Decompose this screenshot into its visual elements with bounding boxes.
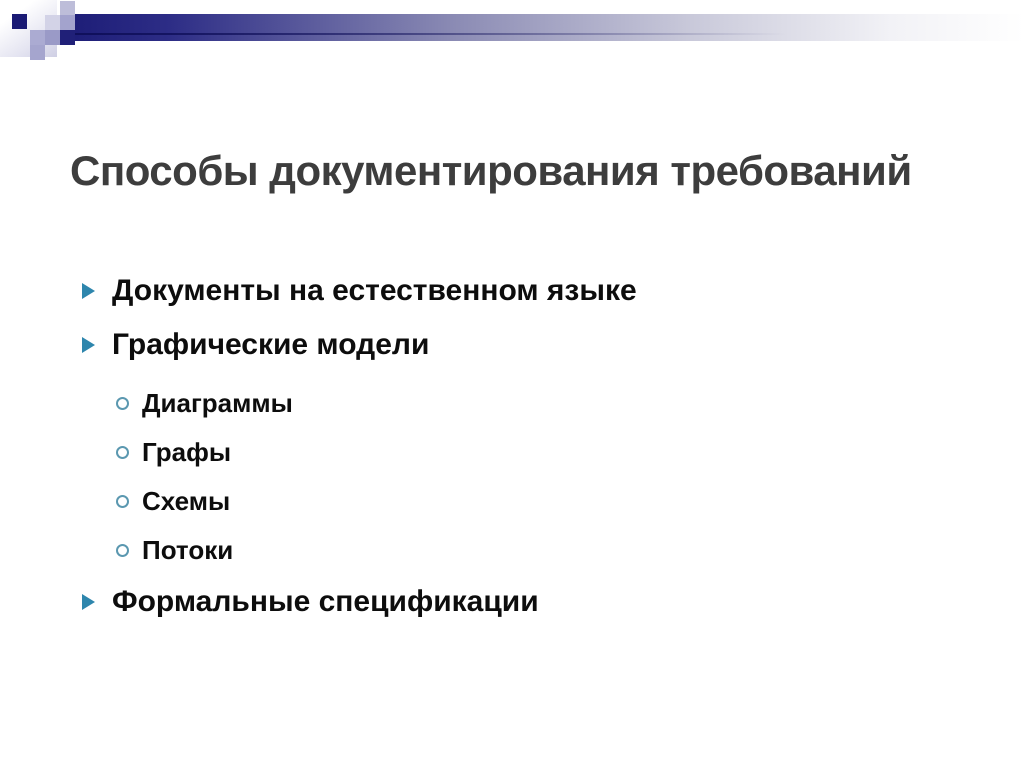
sub-bullet-item	[82, 436, 982, 468]
bullet-text: Формальные спецификации	[112, 585, 539, 618]
mosaic-square	[60, 1, 75, 16]
slide-header-decoration	[0, 0, 1024, 62]
bullet-list	[82, 273, 982, 620]
sub-bullet-item	[82, 387, 982, 419]
bullet-text: Графы	[142, 437, 232, 467]
mosaic-square	[30, 45, 45, 60]
bullet-text: Документы на естественном языке	[112, 274, 637, 307]
circle-bullet-icon	[116, 397, 129, 410]
bullet-text: Потоки	[142, 535, 234, 565]
circle-bullet-icon	[116, 544, 129, 557]
bullet-item	[82, 273, 982, 309]
triangle-bullet-icon	[82, 283, 95, 299]
bullet-item	[82, 584, 982, 620]
bullet-text: Схемы	[142, 486, 231, 516]
circle-bullet-icon	[116, 495, 129, 508]
sub-bullet-item	[82, 485, 982, 517]
header-gradient-bar	[75, 14, 1024, 41]
mosaic-square	[12, 14, 27, 29]
mosaic-square	[45, 15, 60, 30]
circle-bullet-icon	[116, 446, 129, 459]
bullet-text: Диаграммы	[142, 388, 293, 418]
bullet-item	[82, 327, 982, 363]
triangle-bullet-icon	[82, 594, 95, 610]
sub-bullet-item	[82, 534, 982, 566]
mosaic-square	[60, 30, 75, 45]
mosaic-square	[60, 15, 75, 30]
triangle-bullet-icon	[82, 337, 95, 353]
mosaic-square	[30, 30, 45, 45]
bullet-text: Графические модели	[112, 328, 430, 361]
mosaic-square	[45, 30, 60, 45]
slide-title: Способы документирования требований	[70, 147, 912, 194]
